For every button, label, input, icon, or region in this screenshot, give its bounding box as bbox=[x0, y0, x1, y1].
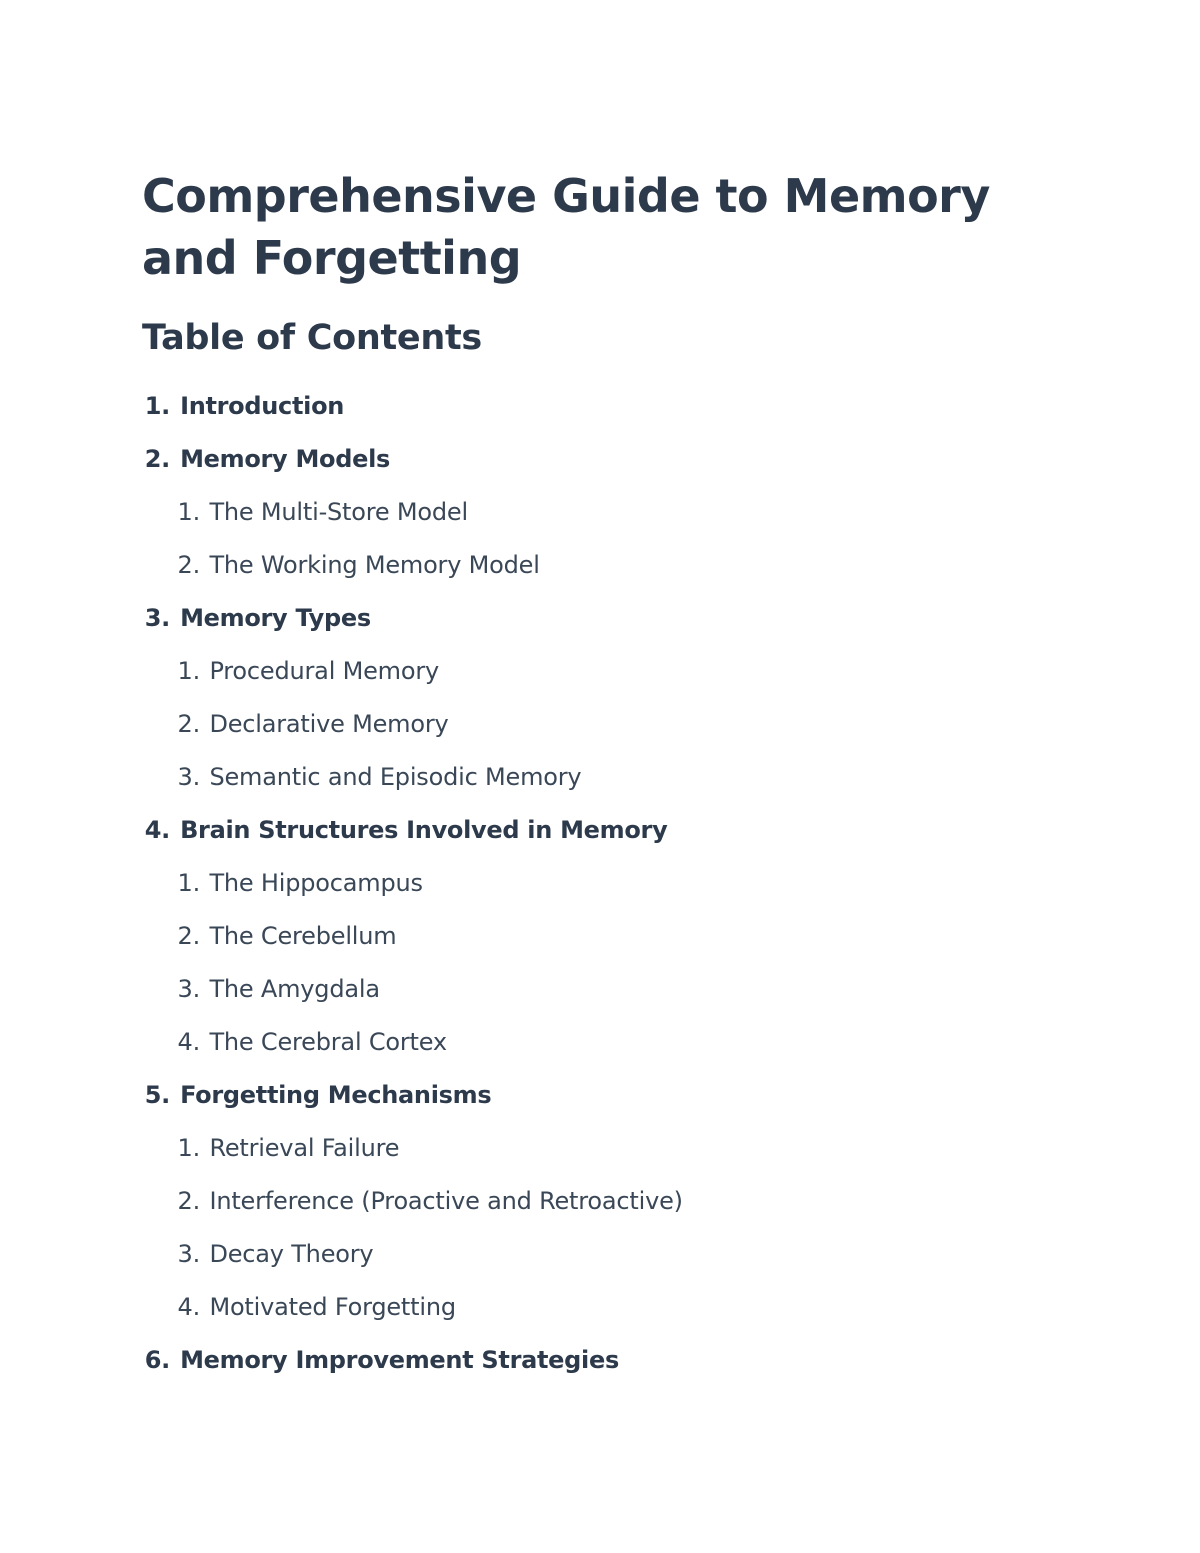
toc-item-number: 2. bbox=[177, 1187, 200, 1215]
toc-item-number: 1. bbox=[144, 392, 170, 420]
toc-item-label: The Cerebral Cortex bbox=[209, 1028, 447, 1056]
toc-item-number: 1. bbox=[177, 869, 200, 897]
toc-item-number: 4. bbox=[177, 1028, 200, 1056]
toc-item-label: Procedural Memory bbox=[209, 657, 439, 685]
toc-item-number: 2. bbox=[177, 710, 200, 738]
toc-item-label: Interference (Proactive and Retroactive) bbox=[209, 1187, 683, 1215]
toc-item-label: Retrieval Failure bbox=[209, 1134, 400, 1162]
toc-subsection-item[interactable] bbox=[142, 539, 1042, 592]
toc-item-number: 3. bbox=[177, 975, 200, 1003]
toc-subsection-item[interactable] bbox=[142, 910, 1042, 963]
toc-item-label: The Multi-Store Model bbox=[209, 498, 468, 526]
toc-subsection-item[interactable] bbox=[142, 486, 1042, 539]
toc-item-number: 3. bbox=[177, 1240, 200, 1268]
toc-item-number: 3. bbox=[144, 604, 170, 632]
toc-item-label: Memory Models bbox=[180, 445, 390, 473]
toc-subsection-item[interactable] bbox=[142, 698, 1042, 751]
toc-item-number: 2. bbox=[144, 445, 170, 473]
toc-item-label: Decay Theory bbox=[209, 1240, 374, 1268]
toc-item-number: 5. bbox=[144, 1081, 170, 1109]
toc-section-item[interactable] bbox=[142, 380, 1042, 433]
toc-subsection-item[interactable] bbox=[142, 1122, 1042, 1175]
toc-item-label: The Cerebellum bbox=[209, 922, 397, 950]
toc-item-label: The Working Memory Model bbox=[209, 551, 540, 579]
toc-subsection-item[interactable] bbox=[142, 1016, 1042, 1069]
toc-section-item[interactable] bbox=[142, 433, 1042, 486]
toc-item-number: 2. bbox=[177, 922, 200, 950]
toc-item-number: 4. bbox=[177, 1293, 200, 1321]
toc-subsection-item[interactable] bbox=[142, 1228, 1042, 1281]
toc-heading: Table of Contents bbox=[142, 318, 482, 358]
toc-subsection-item[interactable] bbox=[142, 751, 1042, 804]
toc-item-number: 4. bbox=[144, 816, 170, 844]
toc-subsection-item[interactable] bbox=[142, 963, 1042, 1016]
toc-subsection-item[interactable] bbox=[142, 645, 1042, 698]
toc-item-label: The Hippocampus bbox=[209, 869, 423, 897]
toc-item-number: 1. bbox=[177, 1134, 200, 1162]
toc-section-item[interactable] bbox=[142, 804, 1042, 857]
toc-item-label: The Amygdala bbox=[209, 975, 380, 1003]
toc-item-label: Forgetting Mechanisms bbox=[180, 1081, 492, 1109]
toc-item-number: 6. bbox=[144, 1346, 170, 1374]
toc-item-label: Memory Improvement Strategies bbox=[180, 1346, 619, 1374]
toc-item-number: 1. bbox=[177, 657, 200, 685]
toc-section-item[interactable] bbox=[142, 1334, 1042, 1387]
toc-item-label: Introduction bbox=[180, 392, 345, 420]
toc-subsection-item[interactable] bbox=[142, 1281, 1042, 1334]
document-title: Comprehensive Guide to Memory and Forgetting bbox=[142, 169, 990, 285]
toc-subsection-item[interactable] bbox=[142, 857, 1042, 910]
toc-item-number: 2. bbox=[177, 551, 200, 579]
toc-item-label: Semantic and Episodic Memory bbox=[209, 763, 582, 791]
toc-subsection-item[interactable] bbox=[142, 1175, 1042, 1228]
toc-item-number: 3. bbox=[177, 763, 200, 791]
toc-item-label: Memory Types bbox=[180, 604, 371, 632]
toc-item-label: Motivated Forgetting bbox=[209, 1293, 456, 1321]
toc-item-number: 1. bbox=[177, 498, 200, 526]
toc-item-label: Brain Structures Involved in Memory bbox=[180, 816, 668, 844]
table-of-contents bbox=[142, 380, 1042, 1387]
toc-section-item[interactable] bbox=[142, 1069, 1042, 1122]
toc-item-label: Declarative Memory bbox=[209, 710, 449, 738]
toc-section-item[interactable] bbox=[142, 592, 1042, 645]
